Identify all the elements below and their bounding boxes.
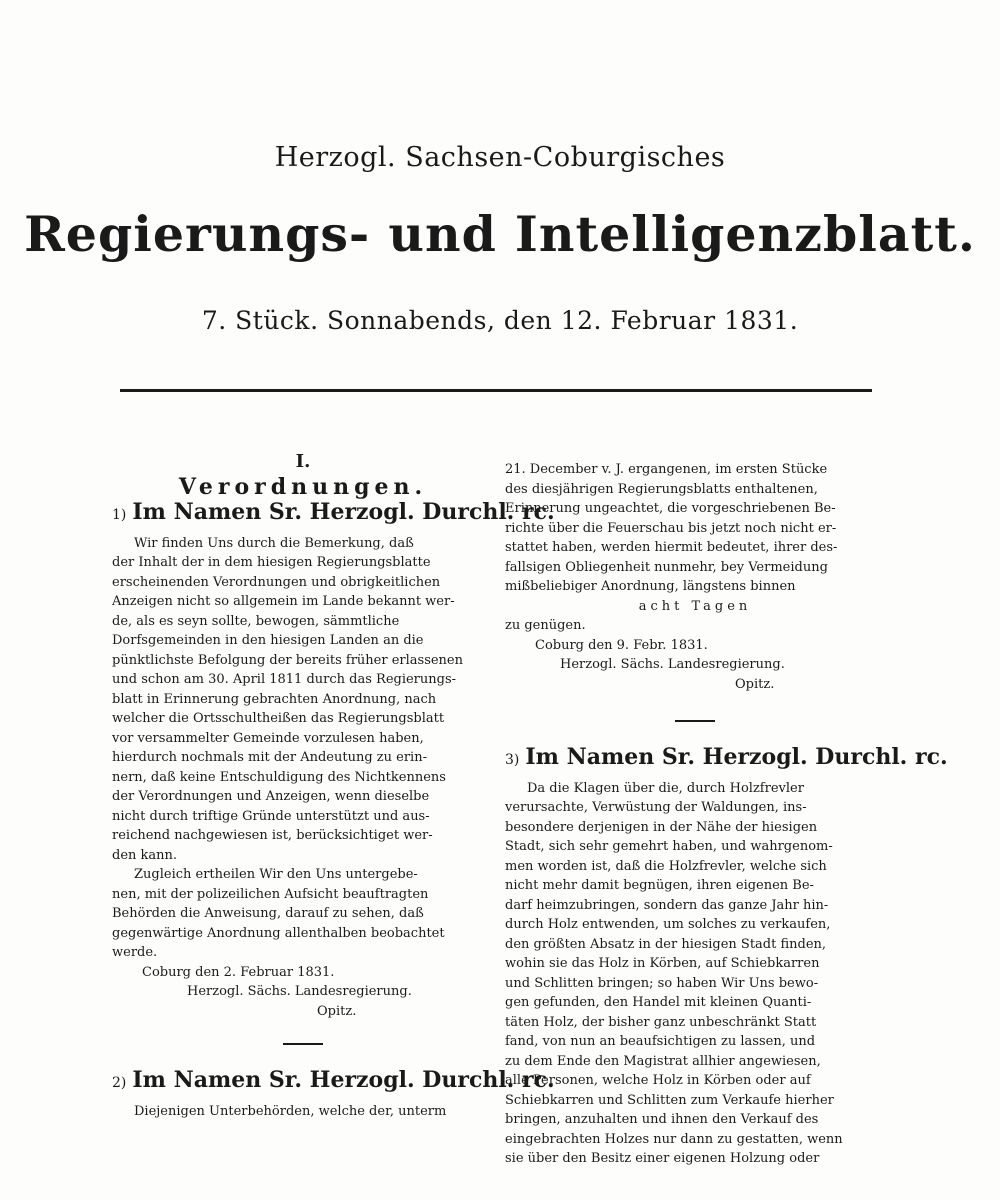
text-line: welcher die Ortsschultheißen das Regierungsblatt bbox=[112, 711, 445, 726]
text-line: Schiebkarren und Schlitten zum Verkaufe hierher bbox=[505, 1092, 834, 1108]
text-line: nicht mehr damit begnügen, ihren eigenen Be- bbox=[505, 878, 814, 893]
decree-3-paragraph bbox=[505, 779, 885, 1169]
text-line: Behörden die Anweisung, darauf zu sehen, daß bbox=[112, 906, 424, 921]
signature-authority: Herzogl. Sächs. Landesregierung. bbox=[560, 657, 785, 672]
text-line: den größten Absatz in der hiesigen Stadt finden, bbox=[505, 936, 827, 952]
text-line: blatt in Erinnerung gebrachten Anordnung, nach bbox=[112, 691, 437, 707]
text-line: Diejenigen Unterbehörden, welche der, unterm bbox=[134, 1103, 447, 1119]
text-line: Wir finden Uns durch die Bemerkung, daß bbox=[134, 535, 414, 551]
text-line: Anzeigen nicht so allgemein im Lande bekannt wer- bbox=[112, 594, 455, 609]
text-line: werde. bbox=[112, 945, 158, 960]
text-line: Erinnerung ungeachtet, die vorgeschriebenen Be- bbox=[505, 501, 836, 516]
section-divider bbox=[283, 1043, 323, 1045]
text-line: den kann. bbox=[112, 847, 178, 863]
decree-heading-text: Im Namen Sr. Herzogl. Durchl. rc. bbox=[525, 744, 948, 770]
text-line: Da die Klagen über die, durch Holzfrevler bbox=[527, 780, 804, 796]
masthead-title: Regierungs- und Intelligenzblatt. bbox=[24, 205, 976, 263]
text-line: und schon am 30. April 1811 durch das Regierungs- bbox=[112, 672, 457, 687]
text-line: vor versammelter Gemeinde vorzulesen haben, bbox=[112, 730, 424, 746]
section-number: I. bbox=[295, 451, 311, 472]
text-line: zu genügen. bbox=[505, 618, 586, 633]
text-line: fand, von nun an beaufsichtigen zu lassen, und bbox=[505, 1034, 816, 1049]
text-line: wohin sie das Holz in Körben, auf Schiebkarren bbox=[505, 956, 820, 971]
decree-2-continuation bbox=[505, 460, 885, 597]
text-line: Stadt, sich sehr gemehrt haben, und wahrgenom- bbox=[505, 839, 833, 854]
decree-heading-1 bbox=[112, 499, 555, 526]
section-title: Verordnungen. bbox=[178, 473, 428, 500]
text-line: verursachte, Verwüstung der Waldungen, ins- bbox=[505, 800, 807, 815]
text-line: nicht durch triftige Gründe unterstützt und aus- bbox=[112, 808, 430, 824]
text-line: Zugleich ertheilen Wir den Uns untergebe- bbox=[134, 867, 418, 882]
decree-heading-text: Im Namen Sr. Herzogl. Durchl. rc. bbox=[132, 499, 555, 525]
signature-name: Opitz. bbox=[317, 1003, 357, 1019]
decree-1-paragraph-2 bbox=[112, 865, 494, 963]
text-line: täten Holz, der bisher ganz unbeschränkt Statt bbox=[505, 1014, 817, 1030]
right-column bbox=[505, 460, 948, 1169]
text-line: reichend nachgewiesen ist, berücksichtiget wer- bbox=[112, 828, 433, 843]
place-date: Coburg den 9. Febr. 1831. bbox=[535, 637, 708, 653]
text-line: eingebrachten Holzes nur dann zu gestatten, wenn bbox=[505, 1131, 843, 1147]
text-line: men worden ist, daß die Holzfrevler, welche sich bbox=[505, 858, 827, 874]
signature-name: Opitz. bbox=[735, 676, 775, 692]
text-line: erscheinenden Verordnungen und obrigkeitlichen bbox=[112, 574, 441, 590]
masthead-issue-line: 7. Stück. Sonnabends, den 12. Februar 1831. bbox=[201, 306, 799, 335]
place-date: Coburg den 2. Februar 1831. bbox=[142, 964, 335, 980]
decree-heading-text: Im Namen Sr. Herzogl. Durchl. rc. bbox=[132, 1067, 555, 1093]
text-line: de, als es seyn sollte, bewogen, sämmtliche bbox=[112, 613, 400, 629]
text-line: gegenwärtige Anordnung allenthalben beobachtet bbox=[112, 925, 445, 941]
decree-number: 3) bbox=[505, 752, 520, 768]
decree-1-paragraph-1 bbox=[112, 534, 494, 866]
text-line: hierdurch nochmals mit der Andeutung zu erin- bbox=[112, 750, 427, 765]
text-line: 21. December v. J. ergangenen, im ersten Stücke bbox=[505, 462, 828, 477]
text-line: mißbeliebiger Anordnung, längstens binnen bbox=[505, 579, 796, 594]
text-line: pünktlichste Befolgung der bereits früher erlassenen bbox=[112, 652, 463, 668]
text-line: bringen, anzuhalten und ihnen den Verkauf des bbox=[505, 1112, 819, 1127]
text-line: der Verordnungen und Anzeigen, wenn dieselbe bbox=[112, 789, 430, 804]
text-line: Dorfsgemeinden in den hiesigen Landen an die bbox=[112, 633, 424, 648]
decree-number: 2) bbox=[112, 1075, 127, 1091]
text-line: darf heimzubringen, sondern das ganze Jahr hin- bbox=[505, 897, 829, 913]
section-divider bbox=[675, 720, 715, 722]
spaced-phrase: acht Tagen bbox=[638, 598, 752, 614]
text-line: besondere derjenigen in der Nähe der hiesigen bbox=[505, 819, 818, 835]
text-line: fallsigen Obliegenheit nunmehr, bey Vermeidung bbox=[505, 559, 828, 575]
signature-authority: Herzogl. Sächs. Landesregierung. bbox=[187, 984, 412, 999]
text-line: durch Holz entwenden, um solches zu verkaufen, bbox=[505, 917, 831, 932]
text-line: stattet haben, werden hiermit bedeutet, ihrer des- bbox=[505, 540, 838, 555]
masthead-rule bbox=[120, 389, 872, 392]
text-line: alle Personen, welche Holz in Körben oder auf bbox=[505, 1073, 811, 1088]
text-line: nern, daß keine Entschuldigung des Nichtkennens bbox=[112, 769, 446, 785]
text-line: nen, mit der polizeilichen Aufsicht beauftragten bbox=[112, 886, 429, 902]
decree-number: 1) bbox=[112, 507, 127, 523]
text-line: gen gefunden, den Handel mit kleinen Quanti- bbox=[505, 995, 812, 1010]
text-line: sie über den Besitz einer eigenen Holzung oder bbox=[505, 1151, 820, 1166]
masthead-publisher: Herzogl. Sachsen-Coburgisches bbox=[274, 142, 726, 173]
text-line: und Schlitten bringen; so haben Wir Uns bewo- bbox=[505, 975, 819, 991]
decree-heading-2 bbox=[112, 1067, 555, 1094]
text-line: der Inhalt der in dem hiesigen Regierungsblatte bbox=[112, 555, 431, 570]
text-line: richte über die Feuerschau bis jetzt noch nicht er- bbox=[505, 520, 837, 536]
text-line: des diesjährigen Regierungsblatts enthaltenen, bbox=[505, 481, 818, 497]
decree-heading-3 bbox=[505, 744, 948, 771]
text-line: zu dem Ende den Magistrat allhier angewiesen, bbox=[505, 1053, 821, 1069]
